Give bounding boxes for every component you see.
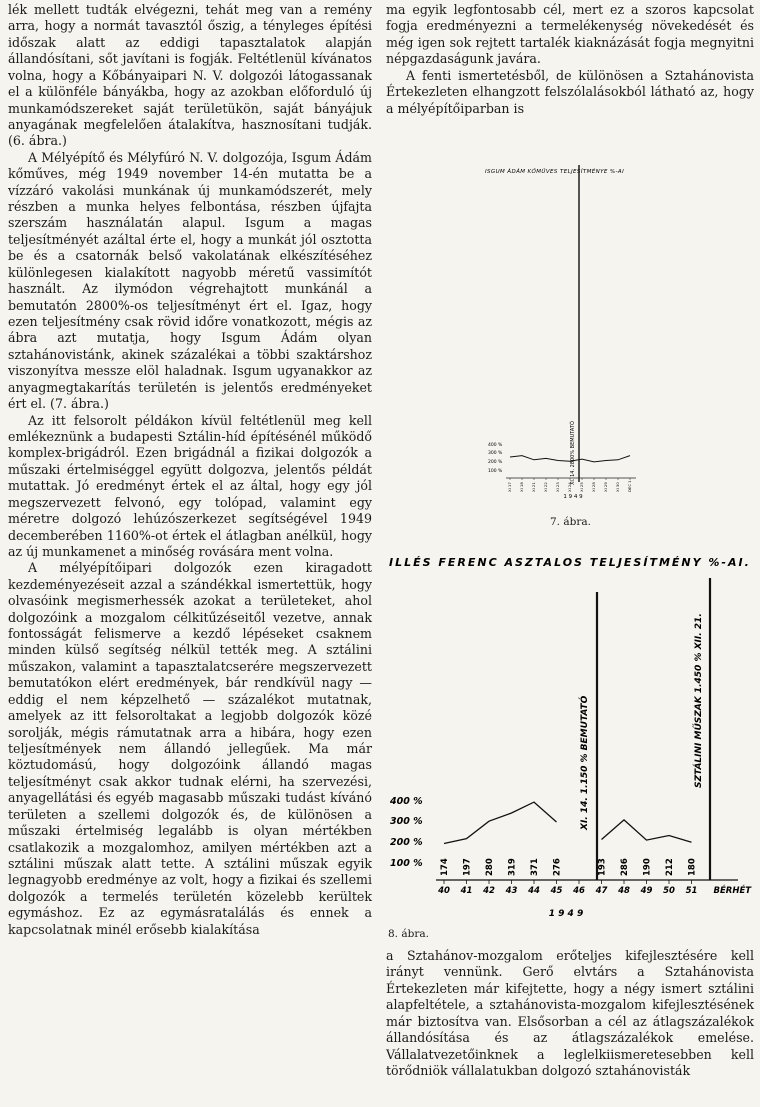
paragraph: a Sztahánov-mozgalom erőteljes kifejlesztésére kell irányt vennünk. Gerő elvtárs a Sztahánovista Értekezleten már kifejtette, hogy a négy ismert sztálini alapfeltétele, a sztahánovista-mozgalom kifejlesztésének már biztosítva van. Elsősorban a cél az átlagszázalékok állandósítása és az átlagszázalékok emelése. Vállalatvezetőinknek a leglelkiismeretesebben kell törődniök vállalatukban dolgozó sztahánovisták: [386, 948, 754, 1078]
x-tick-label: 43: [505, 886, 518, 896]
x-tick-label: 48: [618, 886, 630, 896]
figure-8-title: ILLÉS FERENC ASZTALOS TELJESÍTMÉNY %-AI.: [389, 556, 751, 569]
data-label: 193: [597, 858, 608, 876]
y-tick-label: 400 %: [390, 796, 423, 807]
y-tick-label: 200 %: [390, 837, 423, 848]
x-tick-label: BÉRHÉT: [713, 886, 752, 896]
x-tick-label: 49: [640, 886, 653, 896]
x-tick-label: XI 28: [591, 482, 596, 492]
x-tick-label: 45: [550, 886, 563, 896]
x-tick-label: 51: [685, 886, 698, 896]
figure-8: [386, 548, 758, 940]
figure-7-caption: 7. ábra.: [550, 516, 591, 528]
y-tick-label: 100 %: [488, 469, 503, 474]
y-tick-label: 200 %: [488, 460, 503, 465]
paragraph: A Mélyépítő és Mélyfúró N. V. dolgozója, Isgum Ádám kőműves, még 1949 november 14-én mutatta be a vízzáró vakolási munkának új munkamódszerét, mely részben a munka helyes felbontása, részben újfajta szerszám használatán alapul. Isgum a magas teljesítményét azáltal érte el, hogy a munkát jól osztotta be és a csatornák belső vakolatának elkészítéséhez különlegesen kialakított nagyobb méretű vassimítót használt. Az ilymódon végrehajtott munkánál a bemutatón 2800%-os teljesítményt ért el. Igaz, hogy ezen teljesítmény csak rövid időre vonatkozott, mégis az ábra azt mutatja, hogy Isgum Ádám olyan sztahánovistánk, akinek százalékai a többi szaktárshoz viszonyítva messze elöl haladnak. Isgum ugyanakkor az anyagmegtakarítás területén is jelentős eredményeket ért el. (7. ábra.): [8, 149, 372, 412]
x-tick-label: XI 23: [555, 482, 560, 492]
figure-8-year-label: 1 9 4 9: [548, 909, 584, 919]
paragraph: A mélyépítőipari dolgozók ezen kiragadott kezdeményezéseit azzal a szándékkal ismertettük, hogy olvasóink megismerhessék azokat a területeket, ahol dolgozóink a mozgalom célkitűzéseitől vezetve, annak fontosságát felismerve a kezdő lépéseket csaknem minden külső segítség nélkül tették meg. A sztálini műszakon, valamint a tapasztalatcserére megszervezett bemutatókon elért eredmények, bár rendkívül nagy — eddig el nem képzelhető — százalékot mutatnak, amelyek az itt felsoroltakat a legjobb dolgozók közé sorolják, mégis rámutatnak arra a hibára, hogy ezen teljesítmények nem állandó jellegűek. Ma már köztudomású, hogy dolgozóink állandó magas teljesítményt csak akkor tudnak elérni, ha szervezési, anyagellátási és egyéb magasabb műszaki tudást kívánó területen a szellemi dolgozók és, de különösen a műszaki értelmiség legalább is olyan mértékben csatlakozik a mozgalomhoz, amilyen mértékben azt a sztálini műszak alatt tette. A sztálini műszak egyik legnagyobb eredménye az volt, hogy a fizikai és szellemi dolgozók a termelés területén közelebb kerültek egymáshoz. Ez az egymásratalálás és ennek a kapcsolatnak minél erősebb kialakítása: [8, 560, 372, 937]
x-tick-label: XI 17: [507, 482, 512, 492]
y-tick-label: 300 %: [488, 451, 503, 456]
figure-7-chart: [470, 150, 670, 540]
x-tick-label: XI 18: [519, 482, 524, 492]
y-tick-label: 100 %: [390, 858, 423, 869]
data-label: 197: [462, 858, 473, 876]
figure-8-chart: [386, 548, 758, 940]
data-label: 174: [440, 858, 450, 876]
paragraph: Az itt felsorolt példákon kívül feltétlenül meg kell emlékeznünk a budapesti Sztálin-híd építésénél működő komplex-brigádról. Ezen brigádnál a fizikai dolgozók a műszaki értelmiséggel együtt dolgozva, jelentős példát mutattak. Jó eredményt értek el az által, hogy egy jól megszervezett felvonó, egy tolópad, valamint egy méretre dolgozó lehúzószerkezet segítségével 1949 decemberében 1160%-ot értek el átlagban anélkül, hogy az új munkamenet a minőség rovására ment volna.: [8, 412, 372, 559]
figure-7-vertical-label: XI. 14. 2800% BEMUTATÓ: [570, 421, 576, 485]
figure-8-series-line-a: [444, 802, 557, 843]
data-label: 371: [530, 858, 540, 876]
figure-7-title: ISGUM ÁDÁM KŐMŰVES TELJESÍTMÉNYE %-AI: [485, 169, 625, 175]
y-tick-label: 300 %: [390, 816, 423, 827]
right-column-bottom: [386, 948, 754, 1079]
y-tick-label: 400 %: [488, 443, 503, 448]
data-label: 319: [507, 858, 518, 876]
x-tick-label: XI 21: [531, 482, 536, 492]
x-tick-label: XI 25: [579, 482, 584, 492]
data-label: 212: [665, 858, 675, 876]
left-column: [8, 2, 372, 938]
x-tick-label: XI 22: [543, 482, 548, 492]
x-tick-label: 40: [438, 886, 450, 896]
x-tick-label: 47: [595, 886, 608, 896]
figure-8-caption: 8. ábra.: [388, 928, 429, 940]
figure-8-series-line-b: [602, 820, 692, 842]
paragraph: ma egyik legfontosabb cél, mert ez a szoros kapcsolat fogja eredményezni a termelékenység növekedését és még igen sok rejtett tartalék kiaknázását fogja megnyitni népgazdaságunk javára.: [386, 2, 754, 67]
right-column-top: [386, 2, 754, 117]
paragraph: lék mellett tudták elvégezni, tehát meg van a remény arra, hogy a normát tavasztól őszig, a tényleges építési időszak alatt az eddigi tapasztalatok alapján állandósítani, sőt javítani is fogják. Feltétlenül kívánatos volna, hogy a Kőbányaipari N. V. dolgozói látogassanak el a különféle bányákba, hogy az azokban előforduló új munkamódszereket saját területükön, saját bányájuk anyagának megfelelően átalakítva, hasznosítani tudják. (6. ábra.): [8, 2, 372, 149]
x-tick-label: 50: [663, 886, 675, 896]
data-label: 286: [620, 858, 630, 876]
figure-7: [470, 150, 670, 540]
x-tick-label: XI 24: [567, 482, 572, 492]
x-tick-label: 41: [460, 886, 473, 896]
figure-7-year-label: 1 9 4 9: [563, 494, 583, 500]
data-label: 190: [642, 858, 653, 876]
x-tick-label: DEC 1: [627, 480, 632, 492]
x-tick-label: XI 30: [615, 482, 620, 492]
x-tick-label: 46: [573, 886, 585, 896]
paragraph: A fenti ismertetésből, de különösen a Sztahánovista Értekezleten elhangzott felszólalásokból látható az, hogy a mélyépítőiparban is: [386, 67, 754, 116]
data-label: 280: [485, 858, 495, 876]
x-tick-label: 44: [528, 886, 540, 896]
x-tick-label: XI 29: [603, 482, 608, 492]
figure-8-stalin-label: SZTÁLINI MŰSZAK 1.450 % XII. 21.: [694, 613, 704, 788]
figure-8-demo-label: XI. 14. 1.150 % BEMUTATÓ: [580, 695, 590, 830]
x-tick-label: 42: [483, 886, 495, 896]
data-label: 180: [687, 858, 698, 876]
data-label: 276: [552, 858, 563, 876]
